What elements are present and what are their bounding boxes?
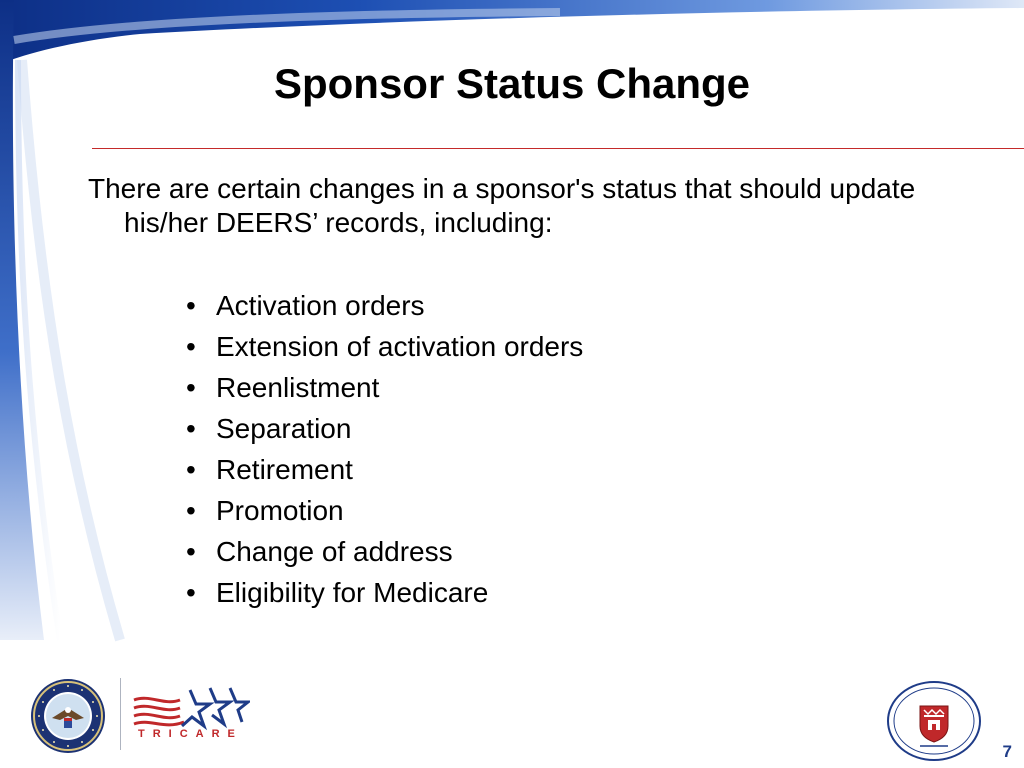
bullet-icon: • — [186, 495, 196, 526]
list-item-text: Eligibility for Medicare — [216, 577, 489, 608]
list-item — [186, 572, 583, 613]
dod-seal-icon — [30, 678, 106, 754]
status-change-list — [186, 285, 583, 613]
list-item-text: Activation orders — [216, 290, 425, 321]
list-item-text: Reenlistment — [216, 372, 380, 403]
list-item — [186, 367, 583, 408]
bullet-icon: • — [186, 331, 196, 362]
list-item — [186, 326, 583, 367]
bullet-icon: • — [186, 577, 196, 608]
slide-title: Sponsor Status Change — [273, 60, 751, 107]
page-number: 7 — [1002, 742, 1012, 761]
bullet-icon: • — [186, 454, 196, 485]
list-item-text: Promotion — [216, 495, 344, 526]
list-item — [186, 531, 583, 572]
tricare-university-seal-icon — [886, 680, 982, 762]
bullet-icon: • — [186, 536, 196, 567]
list-item-text: Separation — [216, 413, 352, 444]
bullet-icon: • — [186, 413, 196, 444]
title-divider — [92, 148, 1024, 149]
tricare-wordmark: TRICARE — [138, 728, 243, 740]
list-item — [186, 408, 583, 449]
bullet-icon: • — [186, 290, 196, 321]
intro-paragraph: There are certain changes in a sponsor's status that should update his/her DEERS’ records, including: — [88, 173, 916, 238]
list-item-text: Extension of activation orders — [216, 331, 584, 362]
list-item — [186, 449, 583, 490]
list-item — [186, 490, 583, 531]
list-item-text: Retirement — [216, 454, 353, 485]
list-item-text: Change of address — [216, 536, 453, 567]
footer-divider — [120, 678, 121, 750]
bullet-icon: • — [186, 372, 196, 403]
list-item — [186, 285, 583, 326]
